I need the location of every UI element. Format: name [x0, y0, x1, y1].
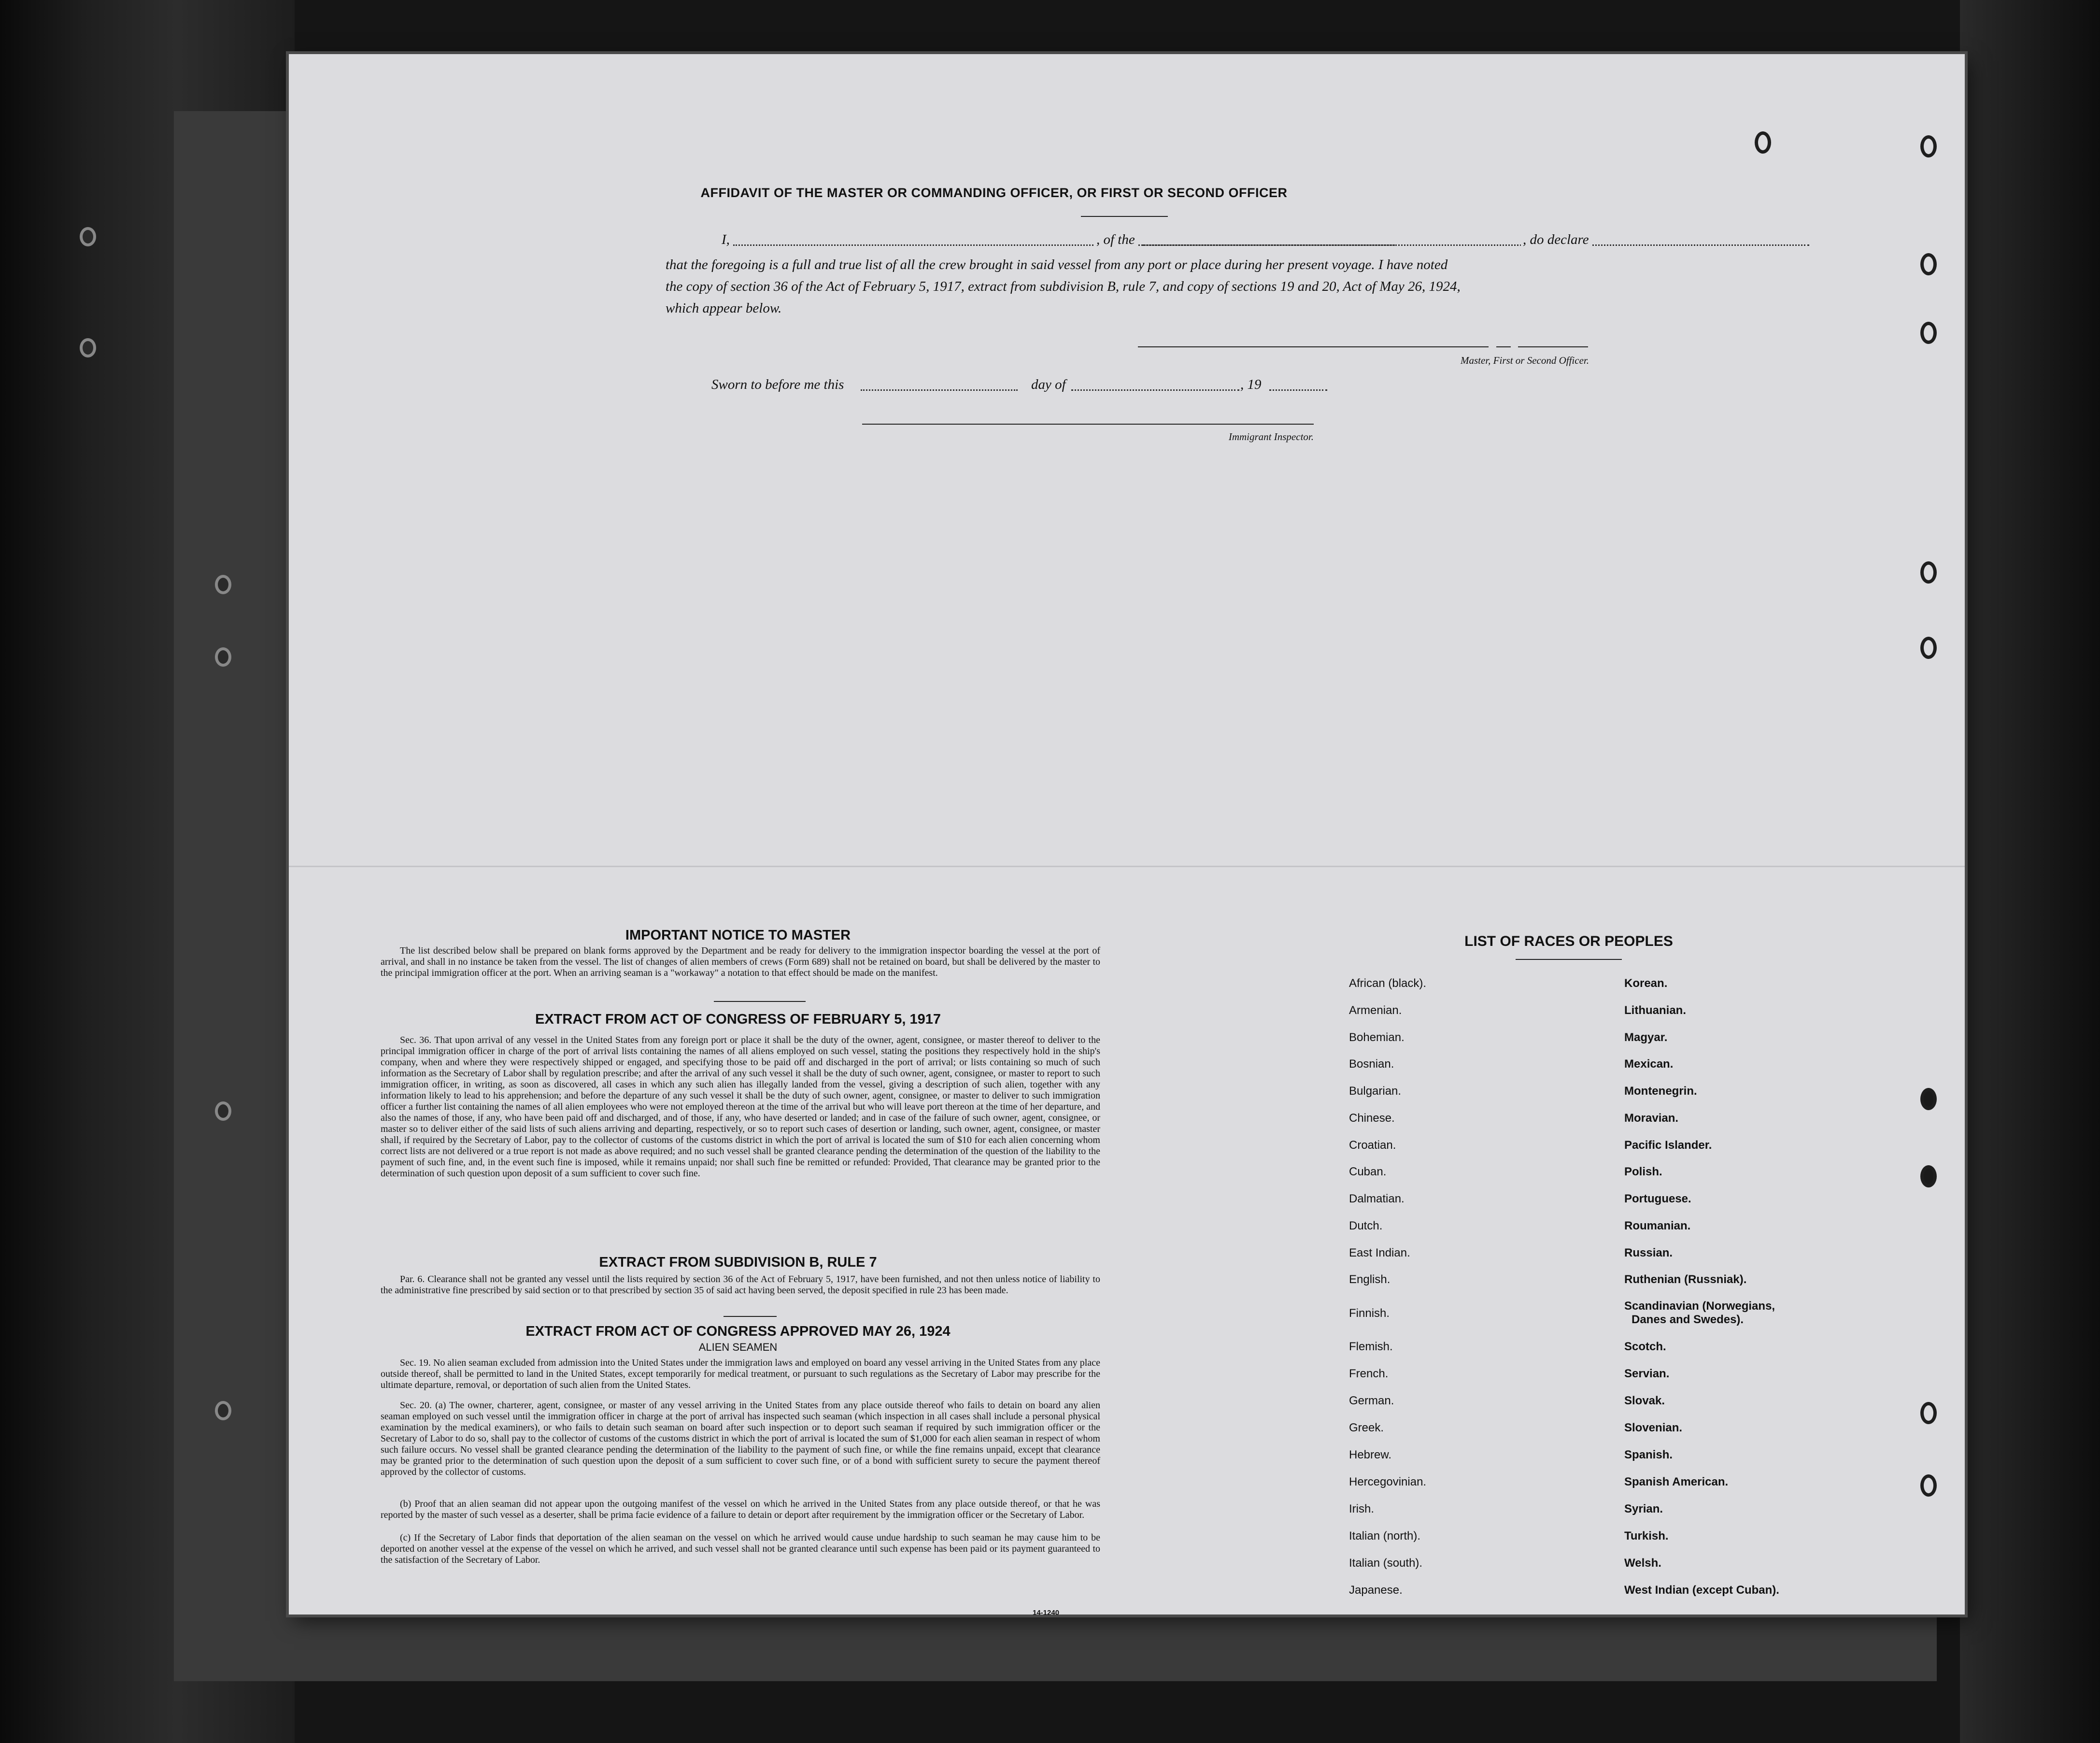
race-item: Danes and Swedes).	[1632, 1313, 1744, 1326]
race-item: Ruthenian (Russniak).	[1624, 1273, 1747, 1286]
signature-line-dash	[1496, 346, 1511, 347]
races-title-rule	[1516, 959, 1622, 960]
punch-hole	[1920, 1088, 1937, 1110]
race-item: Syrian.	[1624, 1502, 1663, 1515]
extract-1917-body: Sec. 36. That upon arrival of any vessel in the United States from any foreign port or place it shall be the duty of the owner, agent, consignee, or master thereof to deliver to the principal immigration officer in charge of the port of arrival lists containing the names of all aliens employed on such vessel, stating the positions they respectively hold in the ship's company, when and where they were respectively shipped or engaged, and specifying those to be paid off and discharged in the port of arrival; or lists containing so much of such information as the Secretary of Labor shall by regulation prescribe; and after the arrival of any such vessel it shall be the duty of such owner, agent, consignee, or master to report to such immigration officer, in writing, as soon as discovered, all cases in which any such alien has illegally landed from the vessel, giving a description of such alien, together with any information likely to lead to his apprehension; and before the departure of any such vessel it shall be the duty of such owner, agent, consignee, or master to deliver to such immigration officer a further list containing the names of all alien employees who were not employed thereon at the time of the arrival but who will leave port thereon at the time of her departure, and also the names of those, if any, who have been paid off and discharged, and of those, if any, who have deserted or landed; and in case of the failure of such owner, agent, consignee, or master so to deliver either of the said lists of such aliens arriving and departing, respectively, or so to report such cases of desertion or landing, such owner, agent, consignee, or master shall, if required by the Secretary of Labor, pay to the collector of customs of the customs district in which the port of arrival is located the sum of $10 for each alien concerning whom correct lists are not delivered or a true report is not made as above required; and no such vessel shall be granted clearance pending the determination of the question of the liability to the payment of such fine, and, in the event such fine is imposed, while it remains unpaid; nor shall such fine be remitted or refunded: Provided, That clearance may be granted prior to the determination of such question upon deposit of a sum sufficient to cover such fine.	[381, 1035, 1100, 1179]
race-item: Bohemian.	[1349, 1031, 1405, 1044]
rule7-rule	[724, 1316, 777, 1317]
race-item: Moravian.	[1624, 1112, 1679, 1125]
inspector-signature-line	[862, 424, 1314, 425]
title-underline	[1081, 216, 1168, 217]
affidavit-do-declare: , do declare	[1521, 232, 1591, 248]
binder-hole	[215, 1401, 231, 1420]
race-item: Finnish.	[1349, 1307, 1390, 1320]
race-item: Dutch.	[1349, 1219, 1383, 1232]
binder-hole	[215, 1101, 231, 1121]
affidavit-line-2: that the foregoing is a full and true list of all the crew brought in said vessel from any port or place during her present voyage. I have noted	[666, 257, 1448, 272]
race-item: East Indian.	[1349, 1246, 1410, 1259]
race-item: Magyar.	[1624, 1031, 1668, 1044]
race-item: Croatian.	[1349, 1139, 1396, 1152]
sworn-prefix: Sworn to before me this	[711, 377, 844, 392]
race-item: Scandinavian (Norwegians,	[1624, 1300, 1775, 1313]
race-item: Armenian.	[1349, 1004, 1402, 1017]
race-item: Italian (south).	[1349, 1557, 1423, 1570]
punch-hole	[1920, 253, 1937, 275]
race-item: Irish.	[1349, 1502, 1375, 1515]
race-item: Hercegovinian.	[1349, 1475, 1427, 1488]
punch-hole	[1920, 637, 1937, 659]
punch-hole	[1920, 1474, 1937, 1497]
race-item: Lithuanian.	[1624, 1004, 1686, 1017]
race-item: Portuguese.	[1624, 1192, 1691, 1205]
extract-1917-title: EXTRACT FROM ACT OF CONGRESS OF FEBRUARY 5, 1917	[535, 1012, 941, 1027]
race-item: African (black).	[1349, 977, 1427, 990]
affidavit-line-4: which appear below.	[666, 300, 782, 316]
race-item: Servian.	[1624, 1367, 1670, 1380]
sec-20b-body: (b) Proof that an alien seaman did not appear upon the outgoing manifest of the vessel on which he arrived in the United States from any place outside thereof, or that he was reported by the master of such vessel as a deserter, shall be prima facie evidence of a failure to detain or deport after requirement by the immigration officer or the Secretary of Labor.	[381, 1499, 1100, 1520]
race-item: Montenegrin.	[1624, 1085, 1697, 1098]
binder-hole	[215, 647, 231, 667]
race-item: Spanish American.	[1624, 1475, 1729, 1488]
notice-body: The list described below shall be prepared on blank forms approved by the Department and be ready for delivery to the immigration inspector boarding the vessel at the port of arrival, and shall in no instance be taken from the vessel. The list of changes of alien members of crews (Form 689) shall not be retained on board, but shall be delivered by the master to the principal immigration officer at the port. When an arriving seaman is a "workaway" a notation to that effect should be made on the manifest.	[381, 945, 1100, 978]
affidavit-of-the: , of the	[1094, 232, 1137, 248]
sworn-year: , 19	[1240, 377, 1262, 392]
race-item: Italian (north).	[1349, 1529, 1421, 1543]
race-item: Dalmatian.	[1349, 1192, 1405, 1205]
race-item: Spanish.	[1624, 1448, 1673, 1461]
document-page	[289, 54, 1965, 1617]
race-item: German.	[1349, 1394, 1394, 1407]
race-item: Roumanian.	[1624, 1219, 1691, 1232]
binder-hole	[215, 575, 231, 594]
race-item: French.	[1349, 1367, 1389, 1380]
race-item: Greek.	[1349, 1421, 1384, 1434]
race-item: Polish.	[1624, 1165, 1662, 1178]
race-item: West Indian (except Cuban).	[1624, 1584, 1779, 1597]
sec-19-body: Sec. 19. No alien seaman excluded from admission into the United States under the immigration laws and employed on board any vessel arriving in the United States from any place outside thereof, shall be permitted to land in the United States, except temporarily for medical treatment, or pursuant to such regulations as the Secretary of Labor may prescribe for the ultimate departure, removal, or deportation of such alien from the United States.	[381, 1357, 1100, 1390]
binder-hole	[80, 338, 96, 357]
race-item: Hebrew.	[1349, 1448, 1392, 1461]
extract-1924-title: EXTRACT FROM ACT OF CONGRESS APPROVED MAY 26, 1924	[525, 1324, 951, 1339]
notice-rule	[714, 1001, 806, 1002]
inspector-label: Immigrant Inspector.	[1228, 431, 1314, 443]
race-item: Chinese.	[1349, 1112, 1395, 1125]
race-item: Japanese.	[1349, 1584, 1403, 1597]
punch-hole	[1920, 135, 1937, 157]
sec-20c-body: (c) If the Secretary of Labor finds that deportation of the alien seaman on the vessel on which he arrived would cause undue hardship to such seaman he may cause him to be deported on another vessel at the expense of the vessel on which he arrived, and such vessel shall not be granted clearance until such expense has been paid or its payment guaranteed to the satisfaction of the Secretary of Labor.	[381, 1532, 1100, 1565]
race-item: Welsh.	[1624, 1557, 1661, 1570]
extract-rule7-title: EXTRACT FROM SUBDIVISION B, RULE 7	[599, 1255, 877, 1270]
notice-title: IMPORTANT NOTICE TO MASTER	[625, 928, 851, 943]
race-item: Korean.	[1624, 977, 1668, 990]
punch-hole	[1755, 131, 1771, 154]
race-item: Bosnian.	[1349, 1057, 1394, 1071]
signature-label: Master, First or Second Officer.	[1461, 355, 1589, 366]
affidavit-line-3: the copy of section 36 of the Act of February 5, 1917, extract from subdivision B, rule 7, and copy of sections 19 and 20, Act of May 26, 1924,	[666, 279, 1461, 294]
race-item: Mexican.	[1624, 1057, 1674, 1071]
punch-hole	[1920, 1402, 1937, 1424]
sec-20a-body: Sec. 20. (a) The owner, charterer, agent, consignee, or master of any vessel arriving in the United States from any place outside thereof who fails to detain on board any alien seaman employed on such vessel until the immigration officer in charge at the port of arrival has inspected such seaman (which inspection in all cases shall include a personal physical examination by the medical examiners), or who fails to detain such seaman on board after such inspection or to deport such seaman if required by such immigration officer or the Secretary of Labor to do so, shall pay to the collector of customs of the customs district in which the port of arrival is located the sum of $1,000 for each alien seaman in respect of whom such failure occurs. No vessel shall be granted clearance pending the determination of the liability to the payment of such fine, or while the fine remains unpaid, except that clearance may be granted prior to the determination of such question upon the deposit of a sum sufficient to cover such fine, or of a bond with sufficient surety to secure the payment thereof approved by the collector of customs.	[381, 1400, 1100, 1477]
affidavit-title: AFFIDAVIT OF THE MASTER OR COMMANDING OFFICER, OR FIRST OR SECOND OFFICER	[700, 186, 1288, 200]
vessel-blank-line	[1143, 244, 1809, 246]
binder-hole	[80, 227, 96, 246]
race-item: Cuban.	[1349, 1165, 1387, 1178]
punch-hole	[1920, 561, 1937, 584]
punch-hole	[1920, 322, 1937, 344]
race-item: Bulgarian.	[1349, 1085, 1402, 1098]
extract-1924-subtitle: ALIEN SEAMEN	[698, 1341, 778, 1353]
race-item: English.	[1349, 1273, 1391, 1286]
race-item: Turkish.	[1624, 1529, 1669, 1543]
sworn-month-blank	[1071, 389, 1239, 391]
race-item: Slovak.	[1624, 1394, 1665, 1407]
extract-rule7-body: Par. 6. Clearance shall not be granted any vessel until the lists required by section 36 of the Act of February 5, 1917, have been furnished, and not then unless notice of liability to the administrative fine prescribed by said section or to that prescribed by section 35 of said act having been served, the deposit specified in rule 23 has been made.	[381, 1274, 1100, 1296]
race-item: Scotch.	[1624, 1340, 1666, 1353]
race-item: Slovenian.	[1624, 1421, 1683, 1434]
page-fold-line	[289, 866, 1965, 867]
signature-line-end	[1518, 346, 1588, 347]
binder-right-edge	[1960, 0, 2100, 1743]
race-item: Russian.	[1624, 1246, 1673, 1259]
signature-line	[1138, 346, 1489, 347]
sworn-day-of: day of	[1031, 377, 1066, 392]
sworn-day-blank	[861, 389, 1018, 391]
races-title: LIST OF RACES OR PEOPLES	[1464, 933, 1673, 949]
sworn-year-blank	[1269, 389, 1327, 391]
race-item: Pacific Islander.	[1624, 1139, 1712, 1152]
race-item: Flemish.	[1349, 1340, 1393, 1353]
affidavit-i: I,	[722, 232, 730, 247]
form-number: 14-1240	[1033, 1609, 1060, 1617]
punch-hole	[1920, 1165, 1937, 1187]
